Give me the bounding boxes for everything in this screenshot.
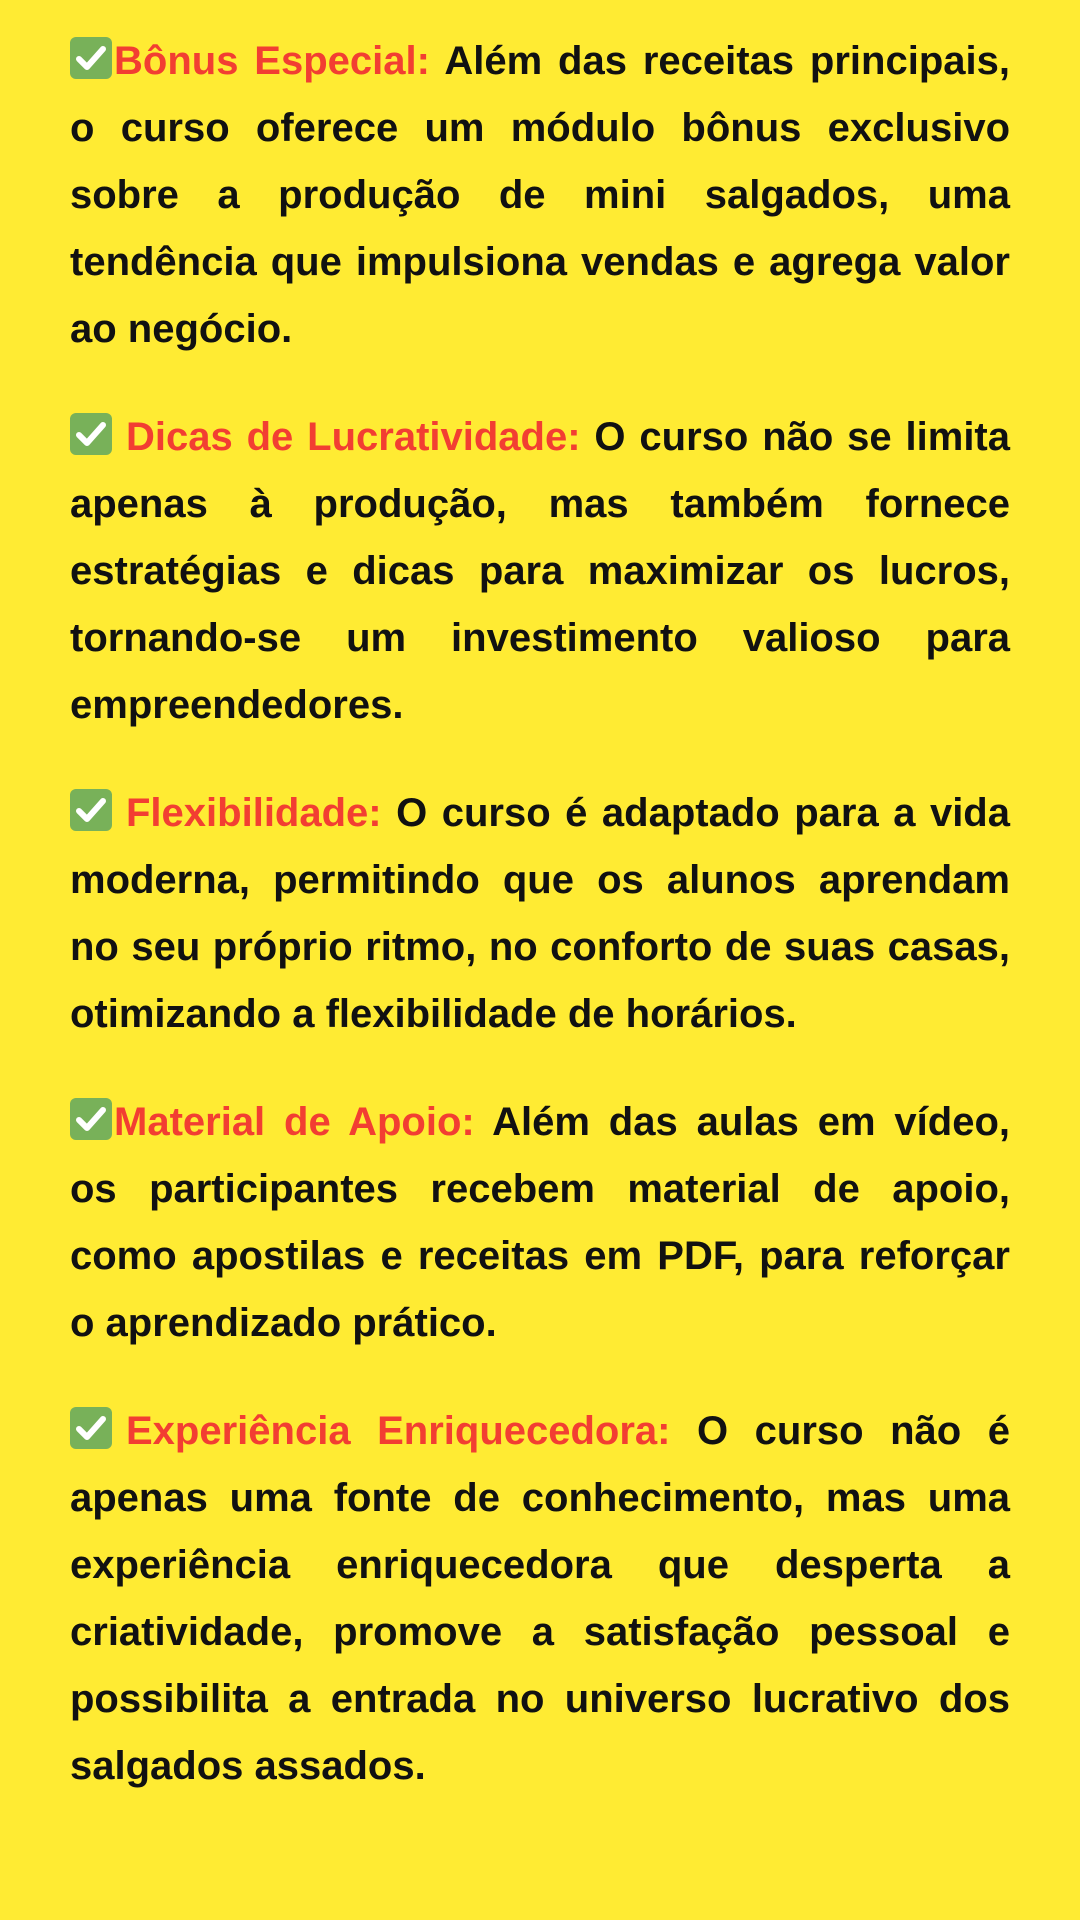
benefit-text: O curso não é apenas uma fonte de conhecimento, mas uma experiência enriquecedora que desperta a criatividade, promove a satisfação pessoal e possibilita a entrada no universo lucrativo dos salgados assados. bbox=[70, 1409, 1010, 1788]
check-mark-icon bbox=[70, 37, 112, 79]
benefit-text: O curso é adaptado para a vida moderna, permitindo que os alunos aprendam no seu próprio ritmo, no conforto de suas casas, otimizando a flexibilidade de horários. bbox=[70, 791, 1010, 1036]
check-mark-icon bbox=[70, 1098, 112, 1140]
benefits-list bbox=[70, 28, 1010, 1841]
check-mark-icon bbox=[70, 413, 112, 455]
benefit-title: Dicas de Lucratividade: bbox=[126, 415, 581, 459]
benefit-text: Além das aulas em vídeo, os participantes recebem material de apoio, como apostilas e receitas em PDF, para reforçar o aprendizado prático. bbox=[70, 1100, 1011, 1345]
benefit-item-material-de-apoio bbox=[70, 1089, 1010, 1357]
benefit-item-bonus-especial bbox=[70, 28, 1010, 363]
benefit-title: Bônus Especial: bbox=[114, 39, 430, 83]
check-mark-icon bbox=[70, 1407, 112, 1449]
benefit-item-experiencia-enriquecedora bbox=[70, 1398, 1010, 1800]
benefit-item-flexibilidade bbox=[70, 780, 1010, 1048]
benefit-title: Flexibilidade: bbox=[126, 791, 382, 835]
benefit-text: O curso não se limita apenas à produção, mas também fornece estratégias e dicas para maximizar os lucros, tornando-se um investimento valioso para empreendedores. bbox=[70, 415, 1010, 727]
benefit-title: Material de Apoio: bbox=[114, 1100, 475, 1144]
benefit-title: Experiência Enriquecedora: bbox=[126, 1409, 671, 1453]
benefit-item-dicas-de-lucratividade bbox=[70, 404, 1010, 739]
check-mark-icon bbox=[70, 789, 112, 831]
benefit-text: Além das receitas principais, o curso oferece um módulo bônus exclusivo sobre a produção de mini salgados, uma tendência que impulsiona vendas e agrega valor ao negócio. bbox=[70, 39, 1010, 351]
